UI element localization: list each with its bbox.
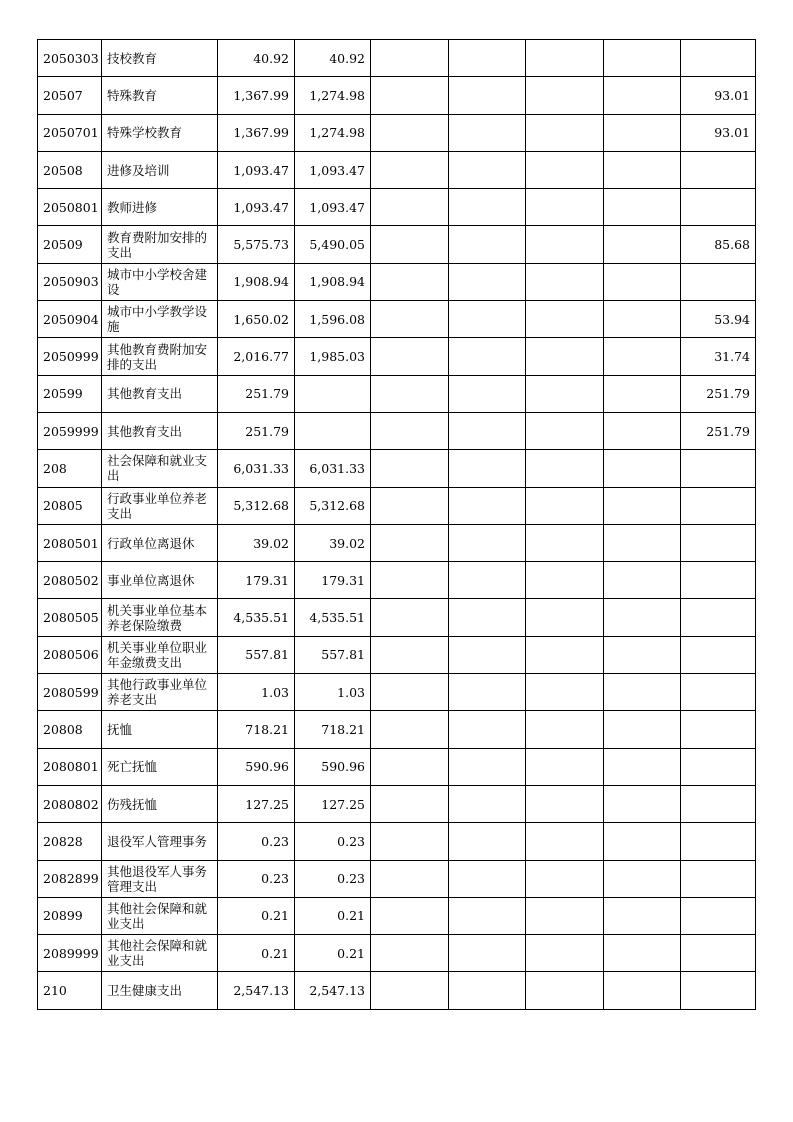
function-name-text: 其他教育支出 — [107, 423, 183, 439]
cell-basic-expenditure: 1,985.03 — [295, 338, 371, 375]
cell-project-expenditure: 93.01 — [681, 77, 756, 114]
cell-col-7 — [604, 450, 681, 487]
cell-col-7 — [604, 151, 681, 188]
function-name-text: 行政单位离退休 — [107, 535, 195, 551]
cell-total: 0.21 — [218, 897, 295, 934]
function-name-text: 社会保障和就业支出 — [107, 453, 208, 484]
function-name-text: 机关事业单位基本养老保险缴费 — [107, 602, 208, 633]
cell-col-4 — [371, 972, 449, 1009]
cell-basic-expenditure: 0.21 — [295, 935, 371, 972]
cell-total: 0.23 — [218, 823, 295, 860]
cell-function-code: 2080599 — [38, 674, 102, 711]
cell-function-name — [102, 114, 218, 151]
cell-basic-expenditure: 2,547.13 — [295, 972, 371, 1009]
cell-col-7 — [604, 189, 681, 226]
cell-col-5 — [449, 338, 526, 375]
cell-project-expenditure — [681, 450, 756, 487]
function-name-text: 伤残抚恤 — [107, 796, 158, 812]
cell-col-7 — [604, 77, 681, 114]
cell-function-code: 2080502 — [38, 562, 102, 599]
cell-basic-expenditure: 4,535.51 — [295, 599, 371, 636]
cell-col-6 — [526, 151, 604, 188]
cell-basic-expenditure: 1,274.98 — [295, 77, 371, 114]
cell-function-code: 2050903 — [38, 263, 102, 300]
cell-total: 1,093.47 — [218, 151, 295, 188]
cell-basic-expenditure: 6,031.33 — [295, 450, 371, 487]
cell-col-5 — [449, 412, 526, 449]
cell-col-4 — [371, 860, 449, 897]
cell-project-expenditure: 251.79 — [681, 375, 756, 412]
cell-total: 557.81 — [218, 636, 295, 673]
cell-function-name — [102, 860, 218, 897]
function-name-text: 教育费附加安排的支出 — [107, 229, 208, 260]
cell-col-5 — [449, 935, 526, 972]
table-row — [38, 151, 756, 188]
cell-function-name — [102, 77, 218, 114]
cell-col-7 — [604, 338, 681, 375]
cell-function-code: 20507 — [38, 77, 102, 114]
cell-project-expenditure: 31.74 — [681, 338, 756, 375]
cell-col-4 — [371, 40, 449, 77]
cell-col-4 — [371, 711, 449, 748]
table-row — [38, 748, 756, 785]
cell-total: 251.79 — [218, 375, 295, 412]
cell-col-4 — [371, 77, 449, 114]
cell-col-4 — [371, 450, 449, 487]
cell-col-5 — [449, 748, 526, 785]
cell-col-6 — [526, 599, 604, 636]
cell-basic-expenditure: 1,093.47 — [295, 189, 371, 226]
cell-col-4 — [371, 524, 449, 561]
cell-project-expenditure — [681, 151, 756, 188]
cell-function-name — [102, 674, 218, 711]
cell-col-7 — [604, 114, 681, 151]
cell-col-7 — [604, 636, 681, 673]
cell-total: 2,547.13 — [218, 972, 295, 1009]
cell-function-code: 2050801 — [38, 189, 102, 226]
cell-col-6 — [526, 487, 604, 524]
cell-function-code: 2082899 — [38, 860, 102, 897]
function-name-text: 其他教育费附加安排的支出 — [107, 341, 208, 372]
cell-col-6 — [526, 935, 604, 972]
cell-function-name — [102, 562, 218, 599]
cell-col-7 — [604, 897, 681, 934]
cell-col-7 — [604, 562, 681, 599]
cell-col-5 — [449, 599, 526, 636]
cell-basic-expenditure: 0.21 — [295, 897, 371, 934]
cell-function-code: 2050904 — [38, 301, 102, 338]
cell-function-name — [102, 338, 218, 375]
function-name-text: 城市中小学校舍建设 — [107, 266, 208, 297]
cell-function-name — [102, 487, 218, 524]
cell-col-5 — [449, 636, 526, 673]
cell-total: 0.21 — [218, 935, 295, 972]
cell-col-4 — [371, 748, 449, 785]
cell-project-expenditure — [681, 897, 756, 934]
cell-function-code: 20805 — [38, 487, 102, 524]
cell-function-code: 2050701 — [38, 114, 102, 151]
cell-project-expenditure: 93.01 — [681, 114, 756, 151]
function-name-text: 进修及培训 — [107, 162, 170, 178]
cell-function-name — [102, 189, 218, 226]
cell-col-7 — [604, 524, 681, 561]
cell-col-4 — [371, 338, 449, 375]
cell-function-name — [102, 599, 218, 636]
cell-project-expenditure — [681, 524, 756, 561]
cell-basic-expenditure: 179.31 — [295, 562, 371, 599]
table-row — [38, 114, 756, 151]
table-row — [38, 711, 756, 748]
cell-project-expenditure — [681, 636, 756, 673]
cell-basic-expenditure: 0.23 — [295, 823, 371, 860]
cell-total: 1,367.99 — [218, 77, 295, 114]
table-row — [38, 77, 756, 114]
table-row — [38, 450, 756, 487]
table-row — [38, 189, 756, 226]
cell-col-4 — [371, 487, 449, 524]
cell-col-6 — [526, 748, 604, 785]
cell-col-5 — [449, 823, 526, 860]
cell-col-5 — [449, 226, 526, 263]
cell-total: 1,093.47 — [218, 189, 295, 226]
function-name-text: 抚恤 — [107, 721, 133, 737]
cell-col-6 — [526, 77, 604, 114]
cell-col-5 — [449, 375, 526, 412]
cell-col-5 — [449, 301, 526, 338]
table-row — [38, 263, 756, 300]
table-row — [38, 375, 756, 412]
cell-col-7 — [604, 748, 681, 785]
cell-col-6 — [526, 450, 604, 487]
cell-total: 5,312.68 — [218, 487, 295, 524]
table-row — [38, 487, 756, 524]
cell-col-6 — [526, 524, 604, 561]
cell-project-expenditure: 251.79 — [681, 412, 756, 449]
cell-col-4 — [371, 897, 449, 934]
table-row — [38, 823, 756, 860]
cell-function-code: 20508 — [38, 151, 102, 188]
cell-col-7 — [604, 40, 681, 77]
cell-col-5 — [449, 897, 526, 934]
cell-project-expenditure — [681, 823, 756, 860]
cell-total: 40.92 — [218, 40, 295, 77]
cell-col-4 — [371, 226, 449, 263]
cell-col-6 — [526, 375, 604, 412]
cell-col-7 — [604, 711, 681, 748]
cell-project-expenditure — [681, 40, 756, 77]
cell-function-code: 2080505 — [38, 599, 102, 636]
cell-total: 127.25 — [218, 785, 295, 822]
cell-basic-expenditure: 5,312.68 — [295, 487, 371, 524]
cell-col-5 — [449, 524, 526, 561]
cell-col-4 — [371, 375, 449, 412]
cell-function-code: 20828 — [38, 823, 102, 860]
cell-total: 718.21 — [218, 711, 295, 748]
cell-col-4 — [371, 151, 449, 188]
cell-col-7 — [604, 375, 681, 412]
cell-total: 2,016.77 — [218, 338, 295, 375]
function-name-text: 其他退役军人事务管理支出 — [107, 863, 208, 894]
cell-total: 39.02 — [218, 524, 295, 561]
cell-function-name — [102, 263, 218, 300]
cell-project-expenditure — [681, 972, 756, 1009]
cell-project-expenditure — [681, 860, 756, 897]
function-name-text: 其他社会保障和就业支出 — [107, 900, 208, 931]
table-row — [38, 785, 756, 822]
cell-project-expenditure — [681, 189, 756, 226]
table-row — [38, 40, 756, 77]
cell-col-5 — [449, 40, 526, 77]
table-body — [38, 40, 756, 1010]
cell-basic-expenditure — [295, 412, 371, 449]
cell-project-expenditure: 53.94 — [681, 301, 756, 338]
cell-total: 1.03 — [218, 674, 295, 711]
function-name-text: 其他行政事业单位养老支出 — [107, 677, 208, 708]
cell-col-4 — [371, 785, 449, 822]
cell-col-7 — [604, 226, 681, 263]
cell-col-4 — [371, 674, 449, 711]
table-row — [38, 338, 756, 375]
cell-function-code: 2080506 — [38, 636, 102, 673]
budget-expenditure-table — [37, 39, 756, 1010]
cell-col-7 — [604, 487, 681, 524]
cell-col-4 — [371, 599, 449, 636]
cell-basic-expenditure: 1,908.94 — [295, 263, 371, 300]
cell-project-expenditure — [681, 935, 756, 972]
cell-col-6 — [526, 823, 604, 860]
cell-function-name — [102, 823, 218, 860]
function-name-text: 行政事业单位养老支出 — [107, 490, 208, 521]
cell-function-name — [102, 450, 218, 487]
table-row — [38, 226, 756, 263]
table-row — [38, 524, 756, 561]
table-row — [38, 301, 756, 338]
cell-project-expenditure — [681, 785, 756, 822]
cell-basic-expenditure: 557.81 — [295, 636, 371, 673]
cell-col-6 — [526, 189, 604, 226]
function-name-text: 死亡抚恤 — [107, 759, 158, 775]
cell-col-6 — [526, 711, 604, 748]
cell-basic-expenditure — [295, 375, 371, 412]
cell-total: 0.23 — [218, 860, 295, 897]
cell-function-name — [102, 375, 218, 412]
cell-function-code: 20599 — [38, 375, 102, 412]
function-name-text: 事业单位离退休 — [107, 572, 195, 588]
table-row — [38, 897, 756, 934]
table-row — [38, 860, 756, 897]
cell-col-7 — [604, 674, 681, 711]
cell-col-4 — [371, 636, 449, 673]
cell-basic-expenditure: 1,274.98 — [295, 114, 371, 151]
cell-total: 251.79 — [218, 412, 295, 449]
cell-basic-expenditure: 1,596.08 — [295, 301, 371, 338]
cell-total: 1,367.99 — [218, 114, 295, 151]
cell-function-code: 2080802 — [38, 785, 102, 822]
cell-col-5 — [449, 711, 526, 748]
cell-project-expenditure: 85.68 — [681, 226, 756, 263]
function-name-text: 其他教育支出 — [107, 386, 183, 402]
cell-col-4 — [371, 935, 449, 972]
cell-total: 1,908.94 — [218, 263, 295, 300]
cell-basic-expenditure: 39.02 — [295, 524, 371, 561]
table-row — [38, 674, 756, 711]
cell-project-expenditure — [681, 711, 756, 748]
table-row — [38, 412, 756, 449]
table-row — [38, 935, 756, 972]
cell-function-name — [102, 40, 218, 77]
cell-col-5 — [449, 189, 526, 226]
cell-project-expenditure — [681, 263, 756, 300]
cell-function-code: 2080801 — [38, 748, 102, 785]
cell-project-expenditure — [681, 674, 756, 711]
cell-function-name — [102, 151, 218, 188]
cell-col-5 — [449, 487, 526, 524]
cell-col-5 — [449, 785, 526, 822]
cell-col-5 — [449, 972, 526, 1009]
cell-col-4 — [371, 263, 449, 300]
cell-basic-expenditure: 40.92 — [295, 40, 371, 77]
cell-col-6 — [526, 860, 604, 897]
cell-function-code: 2059999 — [38, 412, 102, 449]
cell-col-6 — [526, 674, 604, 711]
cell-function-name — [102, 935, 218, 972]
cell-basic-expenditure: 718.21 — [295, 711, 371, 748]
cell-function-name — [102, 226, 218, 263]
cell-col-6 — [526, 338, 604, 375]
cell-col-6 — [526, 562, 604, 599]
cell-col-4 — [371, 301, 449, 338]
cell-total: 1,650.02 — [218, 301, 295, 338]
cell-function-name — [102, 301, 218, 338]
cell-col-7 — [604, 860, 681, 897]
cell-function-code: 20509 — [38, 226, 102, 263]
cell-function-name — [102, 748, 218, 785]
cell-col-6 — [526, 114, 604, 151]
cell-function-code: 2050999 — [38, 338, 102, 375]
cell-col-5 — [449, 562, 526, 599]
cell-total: 179.31 — [218, 562, 295, 599]
cell-col-6 — [526, 301, 604, 338]
function-name-text: 其他社会保障和就业支出 — [107, 938, 208, 969]
cell-total: 4,535.51 — [218, 599, 295, 636]
cell-col-7 — [604, 935, 681, 972]
table-row — [38, 562, 756, 599]
cell-col-5 — [449, 77, 526, 114]
cell-col-6 — [526, 226, 604, 263]
function-name-text: 卫生健康支出 — [107, 983, 183, 999]
cell-col-4 — [371, 189, 449, 226]
cell-col-5 — [449, 860, 526, 897]
cell-col-7 — [604, 599, 681, 636]
cell-col-7 — [604, 301, 681, 338]
table-row — [38, 636, 756, 673]
cell-col-4 — [371, 562, 449, 599]
cell-basic-expenditure: 590.96 — [295, 748, 371, 785]
cell-total: 6,031.33 — [218, 450, 295, 487]
cell-col-6 — [526, 897, 604, 934]
cell-col-5 — [449, 151, 526, 188]
cell-total: 5,575.73 — [218, 226, 295, 263]
cell-col-4 — [371, 114, 449, 151]
cell-function-name — [102, 636, 218, 673]
cell-basic-expenditure: 5,490.05 — [295, 226, 371, 263]
cell-col-7 — [604, 972, 681, 1009]
cell-col-7 — [604, 785, 681, 822]
cell-col-5 — [449, 674, 526, 711]
cell-function-name — [102, 711, 218, 748]
function-name-text: 教师进修 — [107, 199, 158, 215]
cell-project-expenditure — [681, 487, 756, 524]
cell-project-expenditure — [681, 599, 756, 636]
function-name-text: 技校教育 — [107, 50, 158, 66]
cell-function-name — [102, 897, 218, 934]
cell-function-code: 2050303 — [38, 40, 102, 77]
cell-col-7 — [604, 823, 681, 860]
cell-col-6 — [526, 412, 604, 449]
cell-col-6 — [526, 263, 604, 300]
cell-basic-expenditure: 1.03 — [295, 674, 371, 711]
cell-total: 590.96 — [218, 748, 295, 785]
cell-function-code: 2089999 — [38, 935, 102, 972]
cell-col-7 — [604, 263, 681, 300]
cell-col-4 — [371, 412, 449, 449]
table-row — [38, 599, 756, 636]
cell-project-expenditure — [681, 748, 756, 785]
cell-basic-expenditure: 127.25 — [295, 785, 371, 822]
function-name-text: 城市中小学教学设施 — [107, 304, 208, 335]
cell-basic-expenditure: 0.23 — [295, 860, 371, 897]
cell-function-name — [102, 524, 218, 561]
cell-col-5 — [449, 450, 526, 487]
function-name-text: 特殊教育 — [107, 87, 158, 103]
cell-function-code: 20899 — [38, 897, 102, 934]
cell-col-6 — [526, 40, 604, 77]
function-name-text: 机关事业单位职业年金缴费支出 — [107, 639, 208, 670]
cell-col-6 — [526, 972, 604, 1009]
cell-function-code: 208 — [38, 450, 102, 487]
cell-col-6 — [526, 785, 604, 822]
cell-col-4 — [371, 823, 449, 860]
cell-project-expenditure — [681, 562, 756, 599]
cell-col-6 — [526, 636, 604, 673]
cell-function-code: 2080501 — [38, 524, 102, 561]
cell-col-5 — [449, 114, 526, 151]
cell-function-code: 20808 — [38, 711, 102, 748]
cell-function-name — [102, 412, 218, 449]
cell-col-7 — [604, 412, 681, 449]
function-name-text: 特殊学校教育 — [107, 125, 183, 141]
cell-basic-expenditure: 1,093.47 — [295, 151, 371, 188]
cell-function-code: 210 — [38, 972, 102, 1009]
cell-function-name — [102, 972, 218, 1009]
table-row — [38, 972, 756, 1009]
cell-function-name — [102, 785, 218, 822]
cell-col-5 — [449, 263, 526, 300]
function-name-text: 退役军人管理事务 — [107, 833, 208, 849]
